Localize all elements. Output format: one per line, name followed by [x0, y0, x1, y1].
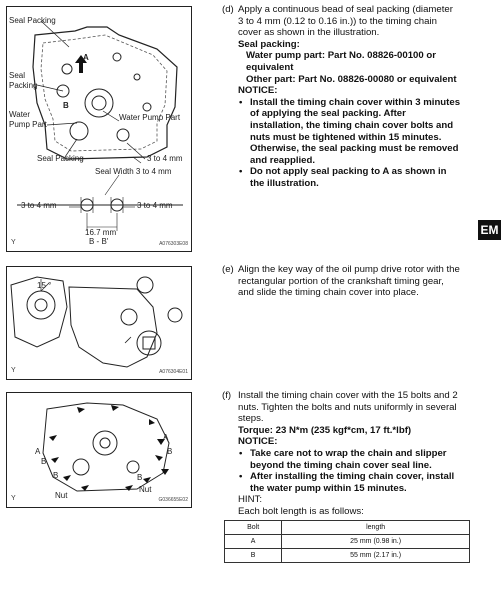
other-part-line: Other part: Part No. 08826-00080 or equivalent — [246, 73, 457, 85]
label-a-left: A — [35, 447, 41, 456]
step-line: Apply a continuous bead of seal packing (diameter — [238, 4, 453, 15]
label-water-pump-part: Water Pump Part — [9, 110, 47, 129]
hint-heading: HINT: — [238, 494, 262, 506]
figure-seal-packing — [6, 6, 192, 252]
water-pump-part-line: Water pump part: Part No. 08826-00100 or — [246, 50, 436, 62]
label-water-pump-part-right: Water Pump Part — [119, 113, 181, 122]
notice-item: • Take care not to wrap the chain and slipper beyond the timing chain cover seal line. — [238, 448, 472, 471]
label-b-left: B — [41, 457, 47, 466]
notice-item: • Install the timing chain cover within 3 minutes of applying the seal packing. After installation, the timing chain cover bolts and nuts must be tightened within 15 minutes. Otherwise, the seal packing must be removed and reapplied. — [238, 97, 472, 167]
table-cell: A — [225, 535, 282, 549]
step-number: (e) — [222, 264, 234, 275]
label-nut-right: Nut — [139, 485, 152, 494]
label-seal-packing-top: Seal Packing — [9, 16, 56, 25]
label-b-right: B — [167, 447, 173, 456]
torque-spec: Torque: 23 N*m (235 kgf*cm, 17 ft.*lbf) — [238, 424, 412, 436]
figure-y-mark: Y — [11, 495, 16, 502]
figure-install-cover — [6, 392, 192, 508]
table-header-bolt: Bolt — [225, 521, 282, 535]
step-number: (f) — [222, 390, 232, 401]
step-line: steps. — [238, 413, 264, 425]
label-nut-left: Nut — [55, 491, 68, 500]
step-line: nuts. Tighten the bolts and nuts uniformly in several — [238, 401, 457, 413]
step-line: and slide the timing chain cover into place. — [238, 287, 419, 299]
label-b-bottom-right: B — [137, 473, 143, 482]
step-line: rectangular portion of the crankshaft timing gear, — [238, 275, 444, 287]
table-cell: 25 mm (0.98 in.) — [282, 535, 470, 549]
step-e — [222, 264, 472, 299]
step-line: Install the timing chain cover with the 15 bolts and 2 — [238, 390, 458, 401]
label-b: B — [63, 101, 69, 110]
step-f — [222, 390, 472, 518]
label-a: A — [83, 53, 89, 62]
label-b-bottom-left: B — [53, 471, 59, 480]
label-dimension: 16.7 mm — [85, 228, 117, 237]
label-section: B - B' — [89, 237, 109, 246]
water-pump-part-line: equivalent — [246, 61, 294, 73]
table-header-length: length — [282, 521, 470, 535]
table-row — [225, 549, 470, 563]
label-seal-packing-bottom: Seal Packing — [37, 154, 84, 163]
bolt-length-table — [224, 520, 470, 563]
figure-code: A076304E01 — [159, 369, 188, 375]
step-line: Align the key way of the oil pump drive rotor with the — [238, 264, 460, 275]
label-3-4-mm-right: 3 to 4 mm — [147, 154, 183, 163]
notice-heading: NOTICE: — [238, 85, 278, 97]
figure-y-mark: Y — [11, 367, 16, 374]
table-cell: 55 mm (2.17 in.) — [282, 549, 470, 563]
section-tab-em: EM — [478, 220, 501, 240]
table-header-row — [225, 521, 470, 535]
notice-item: • Do not apply seal packing to A as shown in the illustration. — [238, 166, 472, 189]
figure-code: A076303E08 — [159, 241, 188, 247]
notice-item: • After installing the timing chain cover, install the water pump within 15 minutes. — [238, 471, 472, 494]
label-angle: 15 ° — [37, 281, 52, 290]
label-seal-width: Seal Width 3 to 4 mm — [95, 167, 172, 176]
label-3-4-mm-left: 3 to 4 mm — [21, 201, 57, 210]
table-cell: B — [225, 549, 282, 563]
table-row — [225, 535, 470, 549]
step-d — [222, 4, 472, 190]
crankshaft-illustration — [7, 267, 191, 379]
notice-heading: NOTICE: — [238, 436, 278, 448]
figure-y-mark: Y — [11, 239, 16, 246]
step-line: cover as shown in the illustration. — [238, 27, 380, 39]
step-line: 3 to 4 mm (0.12 to 0.16 in.)) to the timing chain — [238, 15, 437, 27]
figure-code: G036655E02 — [158, 497, 188, 503]
label-3-4-mm-right-section: 3 to 4 mm — [137, 201, 173, 210]
hint-text: Each bolt length is as follows: — [238, 505, 364, 517]
seal-packing-heading: Seal packing: — [238, 38, 300, 50]
label-a-right: A — [163, 433, 169, 442]
figure-align-keyway — [6, 266, 192, 380]
label-seal-packing-left: Seal Packing — [9, 71, 38, 90]
step-number: (d) — [222, 4, 234, 15]
